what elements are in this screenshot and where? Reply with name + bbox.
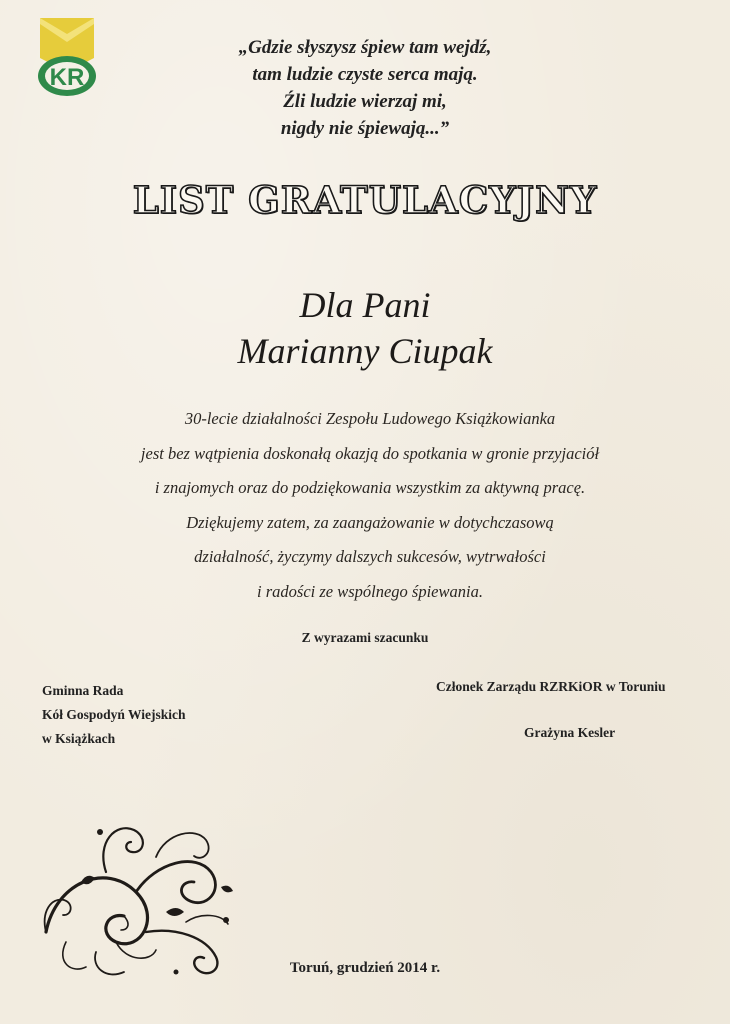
- place-date: Toruń, grudzień 2014 r.: [289, 960, 441, 976]
- signature-right-title: Członek Zarządu RZRKiOR w Toruniu: [436, 679, 666, 694]
- quote-line: tam ludzie czyste serca mają.: [252, 64, 478, 85]
- body-line: jest bez wątpienia doskonałą okazją do spotkania w gronie przyjaciół: [140, 443, 600, 463]
- body-line: działalność, życzymy dalszych sukcesów, wytrwałości: [194, 547, 546, 566]
- certificate-title: LIST GRATULACYJNY: [132, 178, 598, 222]
- recipient-salutation: Dla Pani: [299, 285, 431, 325]
- body-line: Dziękujemy zatem, za zaangażowanie w dotychczasową: [186, 512, 554, 532]
- signature-left-line: Gminna Rada: [42, 683, 124, 698]
- quote-line: nigdy nie śpiewają...”: [280, 118, 450, 139]
- floral-ornament-icon: [36, 812, 236, 982]
- body-line: 30-lecie działalności Zespołu Ludowego Książkowianka: [184, 409, 556, 428]
- closing-phrase: Z wyrazami szacunku: [301, 630, 429, 645]
- kr-logo-icon: [36, 14, 98, 100]
- signature-right-name: Grażyna Kesler: [524, 725, 616, 740]
- congratulation-text: [90, 402, 650, 609]
- motto-quote: [170, 34, 560, 142]
- recipient-name: Marianny Ciupak: [237, 331, 493, 371]
- signature-left-line: Kół Gospodyń Wiejskich: [42, 707, 186, 722]
- signature-left-line: w Książkach: [42, 731, 116, 746]
- body-line: i radości ze wspólnego śpiewania.: [257, 581, 483, 601]
- quote-line: „Gdzie słyszysz śpiew tam wejdź,: [238, 37, 492, 58]
- signature-left: [42, 679, 186, 751]
- logo-text: KR: [49, 64, 85, 91]
- recipient-block: [0, 282, 730, 374]
- body-line: i znajomych oraz do podziękowania wszystkim za aktywną pracę.: [154, 478, 586, 497]
- quote-line: Źli ludzie wierzaj mi,: [283, 91, 447, 112]
